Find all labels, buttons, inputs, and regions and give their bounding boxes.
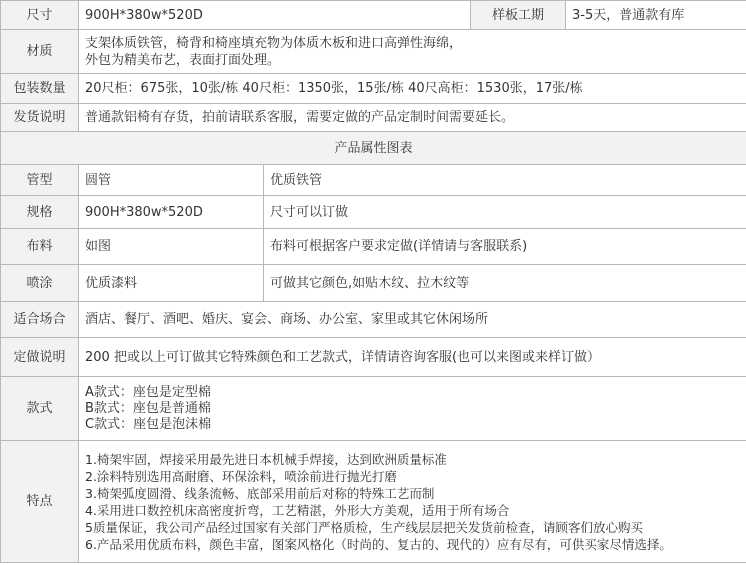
features-value (79, 441, 746, 563)
packing-label: 包装数量 (1, 74, 79, 104)
features-label: 特点 (1, 441, 79, 563)
feature-line: 1.椅架牢固，焊接采用最先进日本机械手焊接，达到欧洲质量标准 (85, 451, 447, 467)
attr-label: 布料 (1, 229, 79, 265)
venue-value: 酒店、餐厅、酒吧、婚庆、宴会、商场、办公室、家里或其它休闲场所 (79, 302, 746, 338)
attr-note: 布料可根据客户要求定做(详情请与客服联系) (264, 229, 746, 265)
row-size (1, 1, 746, 30)
material-value (79, 30, 746, 74)
venue-label: 适合场合 (1, 302, 79, 338)
attr-row (1, 196, 746, 229)
row-section-title (1, 132, 746, 165)
attr-value: 圆管 (79, 165, 264, 196)
attr-note: 尺寸可以订做 (264, 196, 746, 229)
material-line: 支架体质铁管，椅背和椅座填充物为体质木板和进口高弹性海绵， (85, 35, 463, 51)
row-shipping (1, 104, 746, 132)
sample-period-label: 样板工期 (471, 1, 566, 30)
row-packing (1, 74, 746, 104)
feature-line: 6.产品采用优质布料，颜色丰富，图案风格化（时尚的、复古的、现代的）应有尽有，可供买家尽情选择。 (85, 536, 672, 552)
material-line: 外包为精美布艺，表面打面处理。 (85, 52, 281, 68)
style-line: C款式：座包是泡沫棉 (85, 416, 212, 432)
material-label: 材质 (1, 30, 79, 74)
section-title: 产品属性图表 (1, 132, 746, 165)
feature-line: 3.椅架弧度圆滑、线条流畅、底部采用前后对称的特殊工艺而制 (85, 485, 435, 501)
attr-row (1, 229, 746, 265)
styles-label: 款式 (1, 377, 79, 441)
row-venue (1, 302, 746, 338)
attr-value: 如图 (79, 229, 264, 265)
row-styles (1, 377, 746, 441)
sample-period-value: 3-5天，普通款有库 (566, 1, 746, 30)
attr-row (1, 265, 746, 302)
packing-value: 20尺柜：675张，10张/栋 40尺柜：1350张，15张/栋 40尺高柜：1530张，17张/栋 (79, 74, 746, 104)
custom-value: 200 把或以上可订做其它特殊颜色和工艺款式，详情请咨询客服(也可以来图或来样订做） (79, 338, 746, 377)
shipping-label: 发货说明 (1, 104, 79, 132)
feature-line: 4.采用进口数控机床高密度折弯，工艺精湛，外形大方美观，适用于所有场合 (85, 502, 510, 518)
attr-label: 管型 (1, 165, 79, 196)
size-value: 900H*380w*520D (79, 1, 471, 30)
row-features (1, 441, 746, 563)
attr-value: 优质漆料 (79, 265, 264, 302)
attr-row (1, 165, 746, 196)
size-label: 尺寸 (1, 1, 79, 30)
row-custom (1, 338, 746, 377)
shipping-value: 普通款铝椅有存货，拍前请联系客服，需要定做的产品定制时间需要延长。 (79, 104, 746, 132)
feature-line: 5质量保证，我公司产品经过国家有关部门严格质检，生产线层层把关发货前检查，请顾客们放心购买 (85, 519, 643, 535)
row-material (1, 30, 746, 74)
custom-label: 定做说明 (1, 338, 79, 377)
attr-note: 优质铁管 (264, 165, 746, 196)
style-line: A款式：座包是定型棉 (85, 384, 211, 400)
attr-value: 900H*380w*520D (79, 196, 264, 229)
feature-line: 2.涂料特别选用高耐磨、环保涂料，喷涂前进行抛光打磨 (85, 468, 397, 484)
attr-label: 规格 (1, 196, 79, 229)
styles-value (79, 377, 746, 441)
attr-label: 喷涂 (1, 265, 79, 302)
attr-note: 可做其它颜色,如贴木纹、拉木纹等 (264, 265, 746, 302)
style-line: B款式：座包是普通棉 (85, 400, 211, 416)
